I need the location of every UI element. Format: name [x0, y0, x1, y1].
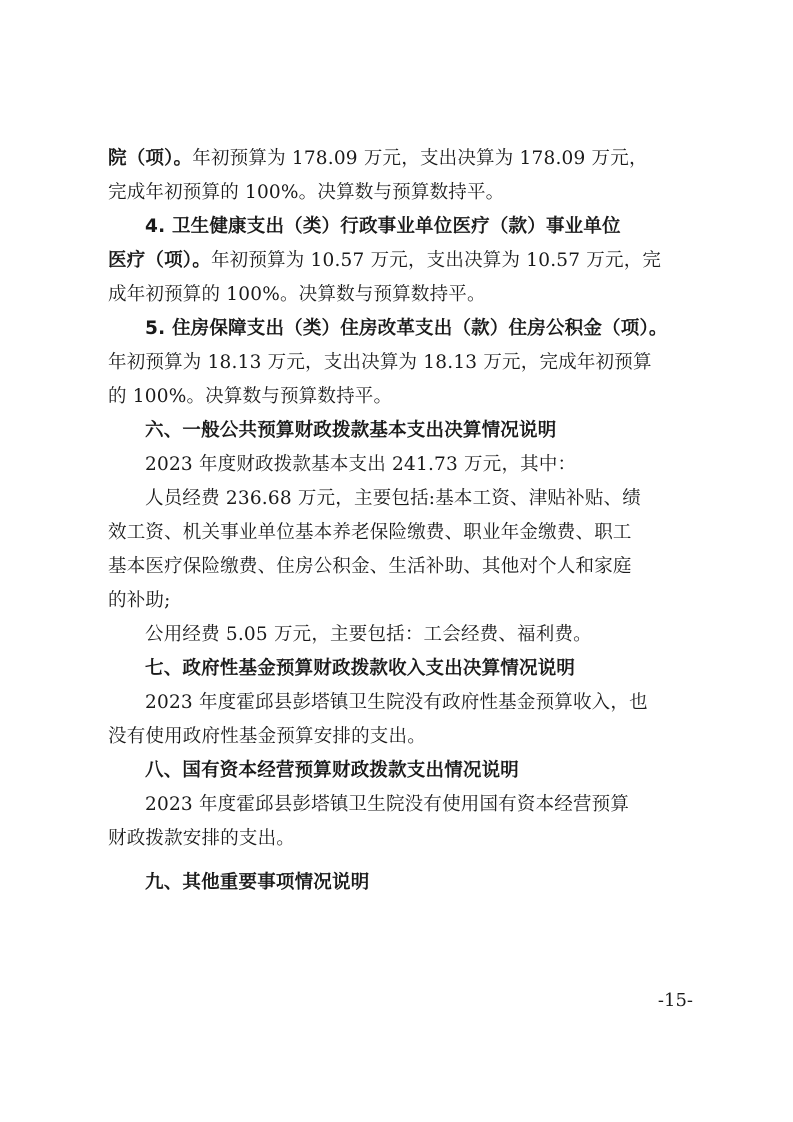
paragraph-line: 公用经费 5.05 万元，主要包括：工会经费、福利费。: [145, 624, 592, 645]
section7-heading: 七、政府性基金预算财政拨款收入支出决算情况说明: [145, 658, 576, 679]
item4-title: 4. 卫生健康支出（类）行政事业单位医疗（款）事业单位: [145, 216, 621, 237]
paragraph-line: [108, 142, 693, 176]
paragraph-line: 人员经费 236.68 万元，主要包括:基本工资、津贴补贴、绩: [145, 488, 641, 509]
item3-title-end: 院（项）。: [108, 148, 193, 169]
item3-text: 年初预算为 178.09 万元，支出决算为 178.09 万元，: [192, 148, 648, 169]
paragraph-line: 的补助;: [108, 590, 171, 611]
paragraph-line: 2023 年度财政拨款基本支出 241.73 万元，其中：: [145, 454, 577, 475]
item5-title: 5. 住房保障支出（类）住房改革支出（款）住房公积金（项）。: [145, 318, 668, 339]
paragraph-line: 完成年初预算的 100%。决算数与预算数持平。: [108, 182, 505, 203]
paragraph-line: 效工资、机关事业单位基本养老保险缴费、职业年金缴费、职工: [108, 522, 632, 543]
paragraph-line: 没有使用政府性基金预算安排的支出。: [108, 726, 426, 747]
document-body: [108, 142, 693, 900]
paragraph-line: 2023 年度霍邱县彭塔镇卫生院没有使用国有资本经营预算: [145, 794, 630, 815]
section6-heading: 六、一般公共预算财政拨款基本支出决算情况说明: [145, 420, 557, 441]
paragraph-line: 2023 年度霍邱县彭塔镇卫生院没有政府性基金预算收入，也: [145, 692, 648, 713]
paragraph-line: 的 100%。决算数与预算数持平。: [108, 386, 393, 407]
item4-title-end: 医疗（项）。: [108, 250, 211, 271]
paragraph-line: 基本医疗保险缴费、住房公积金、生活补助、其他对个人和家庭: [108, 556, 632, 577]
page-number: -15-: [657, 990, 693, 1011]
paragraph-line: 成年初预算的 100%。决算数与预算数持平。: [108, 284, 486, 305]
section9-heading: 九、其他重要事项情况说明: [145, 872, 370, 893]
paragraph-line: 财政拨款安排的支出。: [108, 828, 296, 849]
section8-heading: 八、国有资本经营预算财政拨款支出情况说明: [145, 760, 520, 781]
paragraph-line: [108, 244, 693, 278]
paragraph-line: 年初预算为 18.13 万元，支出决算为 18.13 万元，完成年初预算: [108, 352, 652, 373]
item4-text: 年初预算为 10.57 万元，支出决算为 10.57 万元，完: [210, 250, 662, 271]
